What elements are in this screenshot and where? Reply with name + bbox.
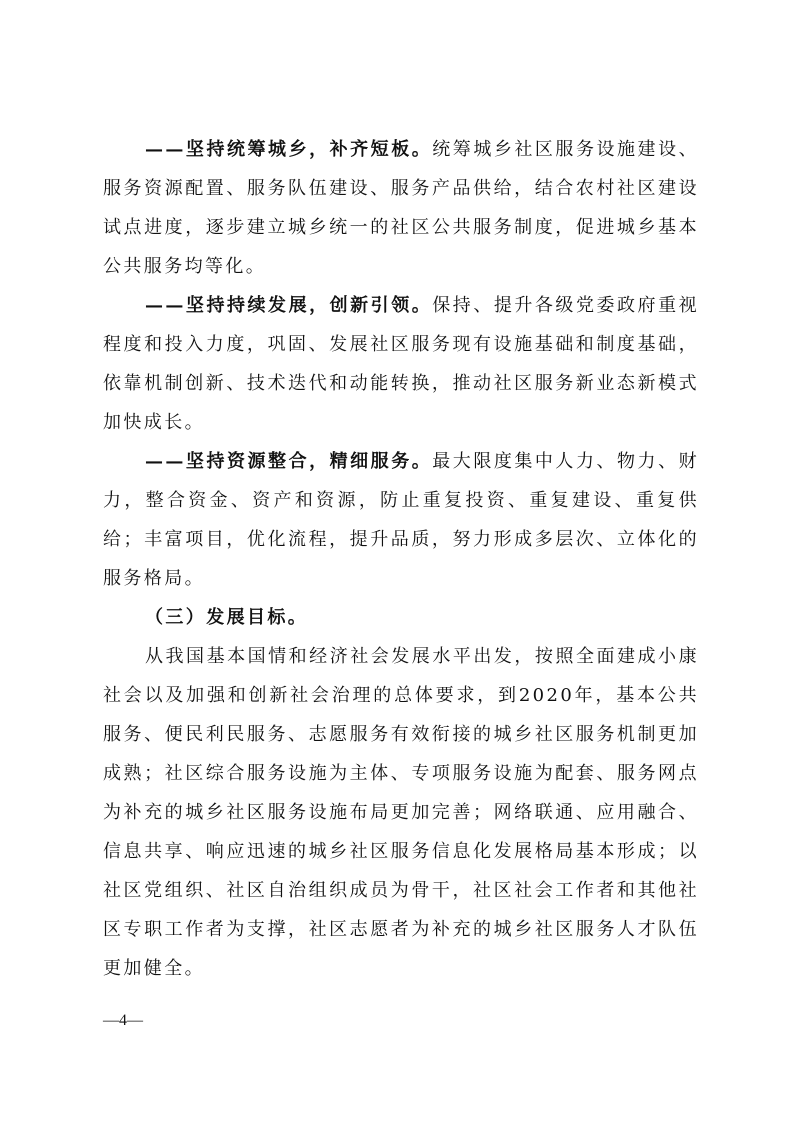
principle-lead-3: ——坚持资源整合，精细服务。: [145, 451, 433, 472]
principle-paragraph-1: [103, 130, 699, 286]
section-body-paragraph: 从我国基本国情和经济社会发展水平出发，按照全面建成小康社会以及加强和创新社会治理的总体要求，到2020年，基本公共服务、便民利民服务、志愿服务有效衔接的城乡社区服务机制更加成熟；社区综合服务设施为主体、专项服务设施为配套、服务网点为补充的城乡社区服务设施布局更加完善；网络联通、应用融合、信息共享、响应迅速的城乡社区服务信息化发展格局基本形成；以社区党组织、社区自治组织成员为骨干，社区社会工作者和其他社区专职工作者为支撑，社区志愿者为补充的城乡社区服务人才队伍更加健全。: [103, 646, 699, 979]
page-number: —4—: [103, 1012, 143, 1029]
principle-body-1: 统筹城乡社区服务设施建设、服务资源配置、服务队伍建设、服务产品供给，结合农村社区建设试点进度，逐步建立城乡统一的社区公共服务制度，促进城乡基本公共服务均等化。: [103, 139, 699, 277]
document-body: [103, 130, 699, 988]
principle-lead-2: ——坚持持续发展，创新引领。: [145, 295, 433, 316]
principle-body-3: 最大限度集中人力、物力、财力，整合资金、资产和资源，防止重复投资、重复建设、重复供给；丰富项目，优化流程，提升品质，努力形成多层次、立体化的服务格局。: [103, 451, 699, 589]
principle-lead-1: ——坚持统筹城乡，补齐短板。: [145, 139, 433, 160]
principle-body-2: 保持、提升各级党委政府重视程度和投入力度，巩固、发展社区服务现有设施基础和制度基础，依靠机制创新、技术迭代和动能转换，推动社区服务新业态新模式加快成长。: [103, 295, 699, 433]
principle-paragraph-3: [103, 442, 699, 598]
section-heading: （三）发展目标。: [145, 607, 309, 628]
principle-paragraph-2: [103, 286, 699, 442]
